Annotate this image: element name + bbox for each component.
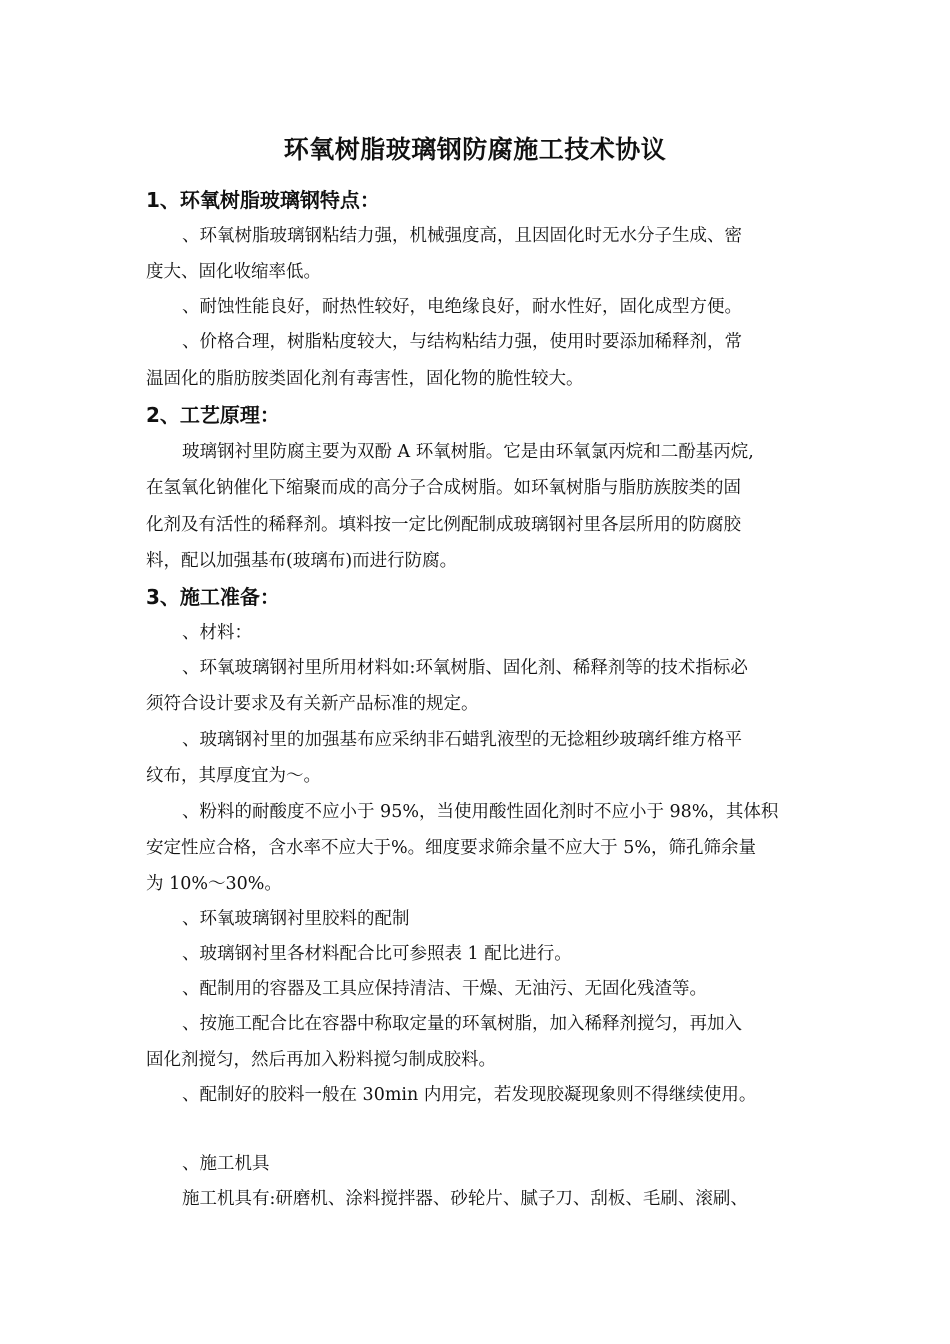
paragraph-line: 化剂及有活性的稀释剂。填料按一定比例配制成玻璃钢衬里各层所用的防腐胶 bbox=[146, 515, 741, 535]
paragraph-line: 须符合设计要求及有关新产品标准的规定。 bbox=[146, 694, 479, 714]
paragraph-line: 安定性应合格，含水率不应大于%。细度要求筛余量不应大于 5%，筛孔筛余量 bbox=[146, 838, 756, 858]
paragraph-line: 度大、固化收缩率低。 bbox=[146, 262, 321, 282]
section-heading-principle: 2、工艺原理： bbox=[146, 403, 280, 427]
paragraph-line: 、材料： bbox=[182, 623, 252, 643]
paragraph-line: 玻璃钢衬里防腐主要为双酚 A 环氧树脂。它是由环氧氯丙烷和二酚基丙烷, bbox=[182, 442, 754, 462]
paragraph-line: 固化剂搅匀，然后再加入粉料搅匀制成胶料。 bbox=[146, 1050, 496, 1070]
paragraph-line: 在氢氧化钠催化下缩聚而成的高分子合成树脂。如环氧树脂与脂肪族胺类的固 bbox=[146, 478, 741, 498]
paragraph-line: 、粉料的耐酸度不应小于 95%，当使用酸性固化剂时不应小于 98%，其体积 bbox=[182, 802, 779, 822]
paragraph-line: 为 10%～30%。 bbox=[146, 874, 282, 894]
section-heading-features: 1、环氧树脂玻璃钢特点： bbox=[146, 188, 380, 212]
paragraph-line: 、玻璃钢衬里的加强基布应采纳非石蜡乳液型的无捻粗纱玻璃纤维方格平 bbox=[182, 730, 742, 750]
paragraph-line: 、施工机具 bbox=[182, 1154, 270, 1174]
paragraph-line: 、配制用的容器及工具应保持清洁、干燥、无油污、无固化残渣等。 bbox=[182, 979, 707, 999]
paragraph-line: 、环氧玻璃钢衬里胶料的配制 bbox=[182, 909, 410, 929]
paragraph-line: 施工机具有:研磨机、涂料搅拌器、砂轮片、腻子刀、刮板、毛刷、滚刷、 bbox=[182, 1189, 748, 1209]
document-title: 环氧树脂玻璃钢防腐施工技术协议 bbox=[283, 135, 667, 164]
paragraph-line: 纹布，其厚度宜为～。 bbox=[146, 766, 321, 786]
section-heading-preparation: 3、施工准备： bbox=[146, 585, 280, 609]
paragraph-line: 温固化的脂肪胺类固化剂有毒害性，固化物的脆性较大。 bbox=[146, 369, 584, 389]
paragraph-line: 料，配以加强基布(玻璃布)而进行防腐。 bbox=[146, 551, 458, 571]
paragraph-line: 、环氧树脂玻璃钢粘结力强，机械强度高，且因固化时无水分子生成、密 bbox=[182, 226, 742, 246]
paragraph-line: 、按施工配合比在容器中称取定量的环氧树脂，加入稀释剂搅匀，再加入 bbox=[182, 1014, 742, 1034]
paragraph-line: 、配制好的胶料一般在 30min 内用完，若发现胶凝现象则不得继续使用。 bbox=[182, 1085, 757, 1105]
paragraph-line: 、环氧玻璃钢衬里所用材料如:环氧树脂、固化剂、稀释剂等的技术指标必 bbox=[182, 658, 748, 678]
paragraph-line: 、价格合理，树脂粘度较大，与结构粘结力强，使用时要添加稀释剂，常 bbox=[182, 332, 742, 352]
paragraph-line: 、玻璃钢衬里各材料配合比可参照表 1 配比进行。 bbox=[182, 944, 572, 964]
paragraph-line: 、耐蚀性能良好，耐热性较好，电绝缘良好，耐水性好，固化成型方便。 bbox=[182, 297, 742, 317]
